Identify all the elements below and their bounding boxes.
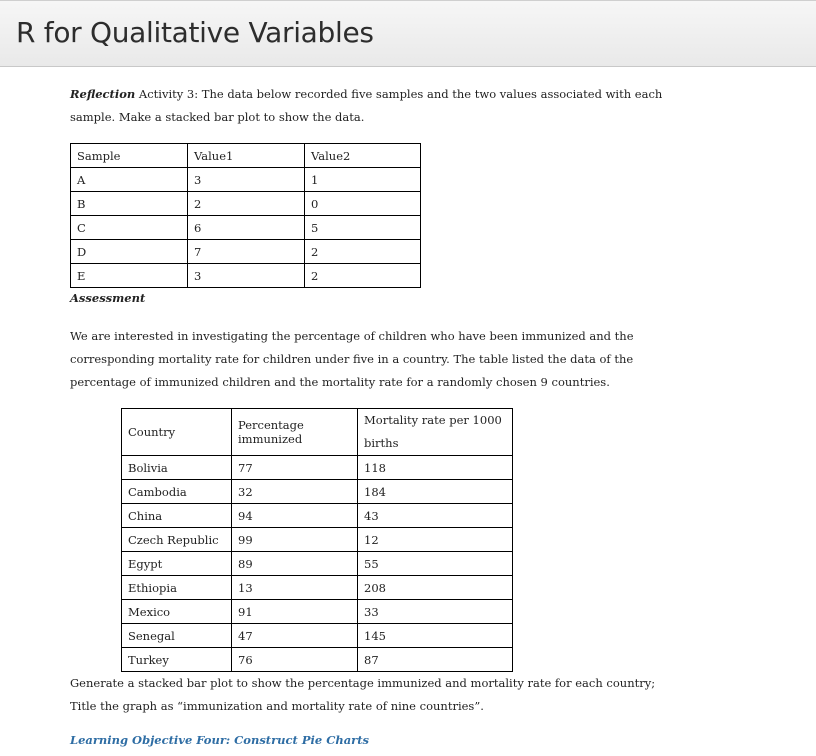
- table-row: [71, 216, 421, 240]
- table-cell: E: [71, 264, 188, 288]
- table-cell: 2: [188, 192, 305, 216]
- table-cell: A: [71, 168, 188, 192]
- table-header-row: [71, 144, 421, 168]
- table-header-cell: Percentage immunized: [232, 409, 358, 456]
- table-row: [122, 576, 513, 600]
- table-cell: 99: [232, 528, 358, 552]
- table-cell: 7: [188, 240, 305, 264]
- table-cell: B: [71, 192, 188, 216]
- table-cell: 87: [358, 648, 513, 672]
- table-cell: 118: [358, 456, 513, 480]
- table-cell: Senegal: [122, 624, 232, 648]
- reflection-lead: Reflection: [70, 87, 136, 101]
- table-row: [122, 600, 513, 624]
- table-cell: Ethiopia: [122, 576, 232, 600]
- table-cell: 3: [188, 264, 305, 288]
- assessment-heading: Assessment: [70, 291, 146, 305]
- table-header-cell: Country: [122, 409, 232, 456]
- table-cell: Egypt: [122, 552, 232, 576]
- table-header-cell: Value2: [305, 144, 421, 168]
- table-cell: 89: [232, 552, 358, 576]
- table-cell: 43: [358, 504, 513, 528]
- table-cell: 5: [305, 216, 421, 240]
- table-cell: 145: [358, 624, 513, 648]
- table-cell: 47: [232, 624, 358, 648]
- table-header-cell: Value1: [188, 144, 305, 168]
- table-cell: 77: [232, 456, 358, 480]
- table-row: [122, 552, 513, 576]
- task-paragraph: Generate a stacked bar plot to show the percentage immunized and mortality rate for each country; Title the graph as “immunization and mortality rate of nine countries”.: [70, 676, 656, 713]
- table-header-cell: Mortality rate per 1000 births: [358, 409, 513, 456]
- reflection-paragraph: [70, 83, 685, 129]
- table-row: [122, 456, 513, 480]
- table-row: [71, 264, 421, 288]
- table-cell: C: [71, 216, 188, 240]
- table-cell: Bolivia: [122, 456, 232, 480]
- table-cell: 55: [358, 552, 513, 576]
- table-row: [122, 504, 513, 528]
- table-cell: Cambodia: [122, 480, 232, 504]
- table-row: [122, 648, 513, 672]
- intro-paragraph: We are interested in investigating the percentage of children who have been immunized and the corresponding mortality rate for children under five in a country. The table listed the data of the percentage of immunized children and the mortality rate for a randomly chosen 9 countries.: [70, 329, 634, 389]
- samples-table: [70, 143, 421, 288]
- page-header: [0, 0, 816, 67]
- table-row: [71, 192, 421, 216]
- table-header-row: [122, 409, 513, 456]
- table-row: [122, 624, 513, 648]
- table-cell: 12: [358, 528, 513, 552]
- table-cell: China: [122, 504, 232, 528]
- table-header-cell: Sample: [71, 144, 188, 168]
- table-cell: 2: [305, 264, 421, 288]
- table-row: [122, 528, 513, 552]
- page-title: R for Qualitative Variables: [16, 16, 374, 49]
- table-cell: 184: [358, 480, 513, 504]
- table-cell: 0: [305, 192, 421, 216]
- table-cell: 2: [305, 240, 421, 264]
- reflection-text: Activity 3: The data below recorded five samples and the two values associated with each sample. Make a stacked bar plot to show the data.: [70, 87, 663, 124]
- table-cell: Mexico: [122, 600, 232, 624]
- learning-objective-heading: Learning Objective Four: Construct Pie Charts: [70, 733, 369, 747]
- table-cell: 94: [232, 504, 358, 528]
- table-cell: 32: [232, 480, 358, 504]
- table-cell: 91: [232, 600, 358, 624]
- table-row: [71, 168, 421, 192]
- table-row: [71, 240, 421, 264]
- table-cell: D: [71, 240, 188, 264]
- table-cell: Turkey: [122, 648, 232, 672]
- table-row: [122, 480, 513, 504]
- table-cell: 76: [232, 648, 358, 672]
- table-cell: 3: [188, 168, 305, 192]
- table-cell: 6: [188, 216, 305, 240]
- table-cell: 1: [305, 168, 421, 192]
- table-cell: Czech Republic: [122, 528, 232, 552]
- countries-table: [121, 408, 513, 672]
- table-cell: 13: [232, 576, 358, 600]
- table-cell: 208: [358, 576, 513, 600]
- table-cell: 33: [358, 600, 513, 624]
